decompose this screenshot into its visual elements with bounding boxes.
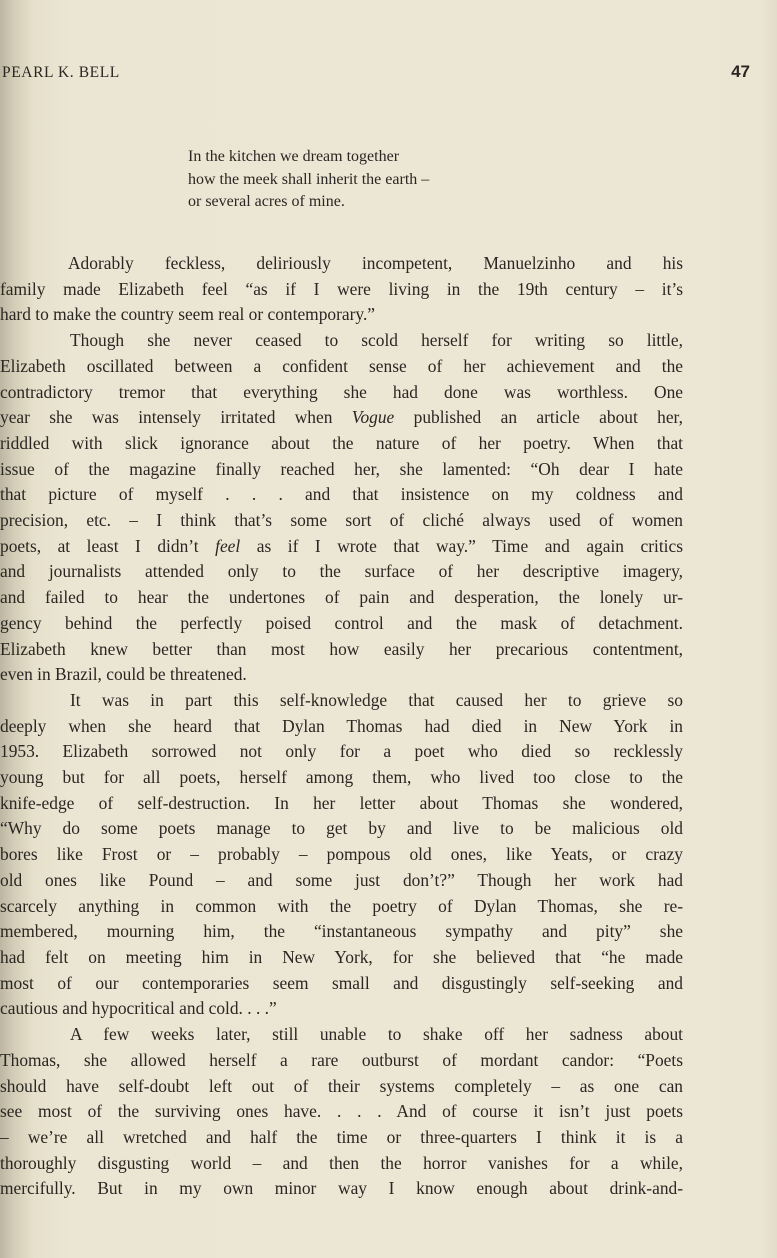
text-segment: year she was intensely irritated when bbox=[0, 407, 352, 428]
running-head: PEARL K. BELL bbox=[2, 64, 120, 81]
text-segment: as if I wrote that way.” Time and again critics bbox=[240, 535, 684, 556]
text-line: precision, etc. – I think that’s some sort of cliché always used of women bbox=[0, 510, 683, 531]
text-line: old ones like Pound – and some just don’t?” Though her work had bbox=[0, 869, 683, 890]
text-line: – we’re all wretched and half the time or three-quarters I think it is a bbox=[0, 1126, 683, 1147]
text-line: that picture of myself . . . and that insistence on my coldness and bbox=[0, 484, 683, 505]
epigraph-line: how the meek shall inherit the earth – bbox=[188, 170, 430, 188]
text-line: knife-edge of self-destruction. In her letter about Thomas she wondered, bbox=[0, 792, 683, 813]
text-line: had felt on meeting him in New York, for she believed that “he made bbox=[0, 946, 683, 967]
paragraph bbox=[0, 328, 683, 688]
text-segment: published an article about her, bbox=[394, 407, 684, 428]
italic-title: Vogue bbox=[351, 407, 395, 428]
text-line bbox=[0, 405, 683, 431]
text-line: Elizabeth oscillated between a confident sense of her achievement and the bbox=[0, 355, 683, 376]
paragraph bbox=[0, 251, 683, 328]
text-line bbox=[0, 534, 683, 560]
text-line: cautious and hypocritical and cold. . . .” bbox=[0, 998, 277, 1019]
epigraph bbox=[188, 146, 429, 214]
text-line: riddled with slick ignorance about the nature of her poetry. When that bbox=[0, 432, 683, 453]
text-line: mercifully. But in my own minor way I know enough about drink-and- bbox=[0, 1178, 683, 1199]
paragraph bbox=[0, 1022, 683, 1202]
text-line: 1953. Elizabeth sorrowed not only for a poet who died so recklessly bbox=[0, 741, 683, 762]
text-line: A few weeks later, still unable to shake off her sadness about bbox=[70, 1024, 683, 1045]
paragraph bbox=[0, 688, 683, 1022]
text-line: young but for all poets, herself among them, who lived too close to the bbox=[0, 767, 683, 788]
text-line: should have self-doubt left out of their systems completely – as one can bbox=[0, 1075, 683, 1096]
text-line: bores like Frost or – probably – pompous old ones, like Yeats, or crazy bbox=[0, 844, 683, 865]
text-line: thoroughly disgusting world – and then the horror vanishes for a while, bbox=[0, 1152, 683, 1173]
text-line: membered, mourning him, the “instantaneous sympathy and pity” she bbox=[0, 921, 683, 942]
text-line: scarcely anything in common with the poetry of Dylan Thomas, she re- bbox=[0, 895, 683, 916]
text-line: even in Brazil, could be threatened. bbox=[0, 664, 247, 685]
page-header bbox=[0, 62, 777, 88]
text-line: family made Elizabeth feel “as if I were living in the 19th century – it’s bbox=[0, 278, 683, 299]
text-line: and journalists attended only to the surface of her descriptive imagery, bbox=[0, 561, 683, 582]
text-line: hard to make the country seem real or contemporary.” bbox=[0, 304, 376, 325]
text-line: Elizabeth knew better than most how easily her precarious contentment, bbox=[0, 638, 683, 659]
text-line: Thomas, she allowed herself a rare outburst of mordant candor: “Poets bbox=[0, 1049, 683, 1070]
text-line: contradictory tremor that everything she had done was worthless. One bbox=[0, 381, 683, 402]
body-text bbox=[0, 251, 683, 1202]
text-line: and failed to hear the undertones of pain and desperation, the lonely ur- bbox=[0, 587, 683, 608]
text-line: “Why do some poets manage to get by and live to be malicious old bbox=[0, 818, 683, 839]
page-number: 47 bbox=[731, 62, 750, 81]
epigraph-line: or several acres of mine. bbox=[188, 193, 345, 210]
text-line: most of our contemporaries seem small and disgustingly self-seeking and bbox=[0, 972, 683, 993]
italic-word: feel bbox=[215, 535, 241, 556]
text-line: issue of the magazine finally reached her, she lamented: “Oh dear I hate bbox=[0, 458, 683, 479]
text-line: It was in part this self-knowledge that caused her to grieve so bbox=[70, 689, 683, 710]
text-line: Adorably feckless, deliriously incompetent, Manuelzinho and his bbox=[68, 253, 683, 273]
text-line: see most of the surviving ones have. . . . And of course it isn’t just poets bbox=[0, 1101, 683, 1122]
epigraph-line: In the kitchen we dream together bbox=[188, 148, 400, 165]
text-line: Though she never ceased to scold herself for writing so little, bbox=[70, 330, 683, 351]
text-line: gency behind the perfectly poised control and the mask of detachment. bbox=[0, 612, 683, 633]
text-segment: poets, at least I didn’t bbox=[0, 535, 216, 556]
text-line: deeply when she heard that Dylan Thomas had died in New York in bbox=[0, 715, 683, 736]
